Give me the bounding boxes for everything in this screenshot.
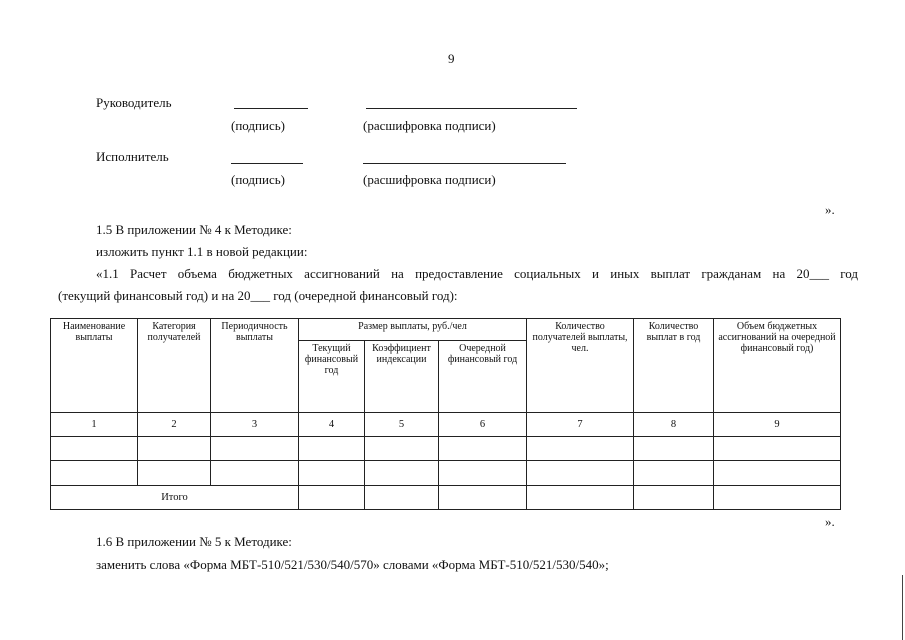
header-next-year: Очередной финансовый год [439,341,527,413]
page-number: 9 [448,51,455,66]
name-line [366,108,577,109]
caption-name: (расшифровка подписи) [363,172,496,187]
column-number: 2 [138,413,211,437]
section-heading: 1.6 В приложении № 5 к Методике: [96,534,292,549]
closing-quote: ». [825,514,835,529]
table-row [51,461,841,486]
section-text: заменить слова «Форма МБТ-510/521/530/540/570» словами «Форма МБТ-510/521/530/540»; [96,557,609,572]
column-number: 6 [439,413,527,437]
column-number: 1 [51,413,138,437]
column-number: 7 [527,413,634,437]
page-edge-mark [902,575,903,640]
column-number: 8 [634,413,714,437]
caption-name: (расшифровка подписи) [363,118,496,133]
header-recipient-count: Количество получателей выплаты, чел. [527,319,634,413]
section-instruction: изложить пункт 1.1 в новой редакции: [96,244,308,259]
section-heading: 1.5 В приложении № 4 к Методике: [96,222,292,237]
header-current-year: Текущий финансовый год [299,341,365,413]
calculation-table [50,318,841,510]
total-label: Итого [51,486,299,510]
column-number: 3 [211,413,299,437]
table-row [51,437,841,461]
header-indexation: Коэффициент индексации [365,341,439,413]
caption-sign: (подпись) [231,172,285,187]
caption-sign: (подпись) [231,118,285,133]
header-payments-per-year: Количество выплат в год [634,319,714,413]
name-line [363,163,566,164]
signature-role-head: Руководитель [96,95,172,110]
closing-quote: ». [825,202,835,217]
paragraph-line: (текущий финансовый год) и на 20___ год (очередной финансовый год): [58,288,458,303]
header-periodicity: Периодичность выплаты [211,319,299,413]
signature-role-executor: Исполнитель [96,149,169,164]
total-row [51,486,841,510]
header-recipient-category: Категория получателей [138,319,211,413]
signature-line [234,108,308,109]
paragraph-line: «1.1 Расчет объема бюджетных ассигнований на предоставление социальных и иных выплат гражданам на 20___ год [96,266,858,281]
header-budget-volume: Объем бюджетных ассигнований на очередной финансовый год) [714,319,841,413]
header-payment-name: Наименование выплаты [51,319,138,413]
signature-line [231,163,303,164]
column-number: 5 [365,413,439,437]
column-number: 9 [714,413,841,437]
column-number: 4 [299,413,365,437]
header-payment-size: Размер выплаты, руб./чел [299,319,527,341]
